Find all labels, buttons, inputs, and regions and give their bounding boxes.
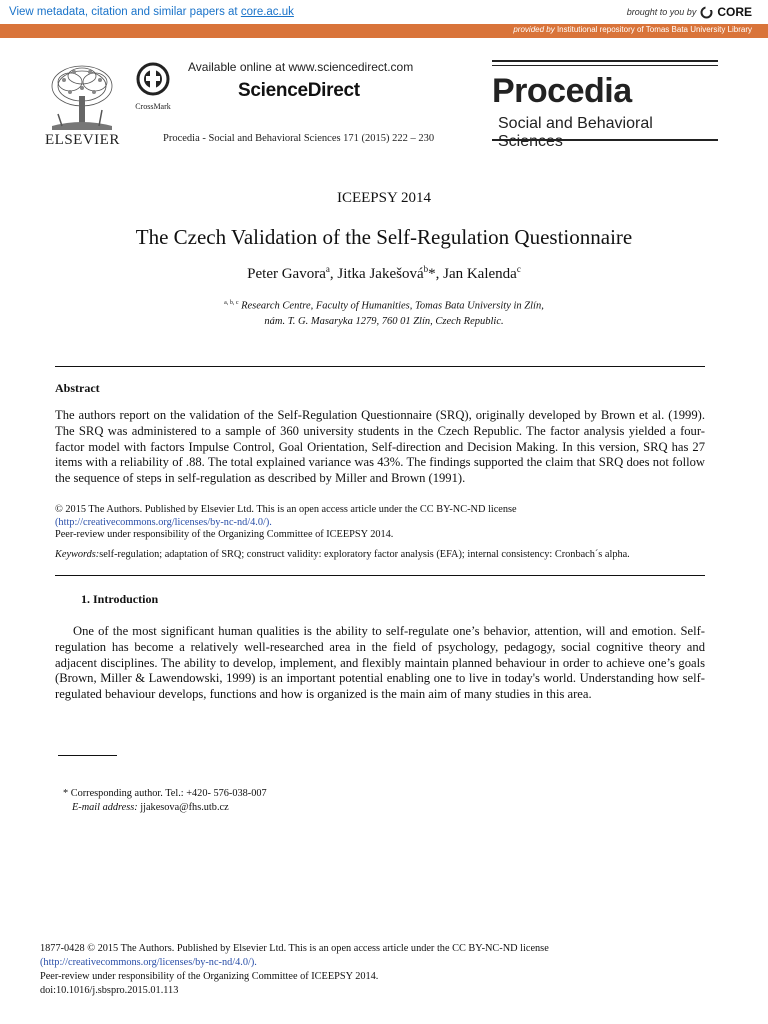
section-heading-introduction: 1. Introduction	[81, 592, 159, 606]
crossmark-label: CrossMark	[135, 102, 171, 111]
author-name: Jan Kalenda	[443, 266, 517, 282]
provided-by-label: provided by	[513, 25, 555, 34]
available-online: Available online at www.sciencedirect.com	[188, 60, 414, 74]
masthead-rule-top-thin	[492, 65, 718, 66]
license-link[interactable]: (http://creativecommons.org/licenses/by-nc-nd/4.0/).	[55, 516, 272, 528]
affiliation-line-2: nám. T. G. Masaryka 1279, 760 01 Zlín, Czech Republic.	[264, 315, 504, 327]
core-metadata-link[interactable]	[9, 6, 294, 18]
core-ac-uk-link[interactable]: core.ac.uk	[240, 6, 294, 18]
corresponding-star: *	[428, 266, 436, 282]
journal-citation: Procedia - Social and Behavioral Sciences 171 (2015) 222 – 230	[163, 133, 435, 144]
footnote-rule	[58, 755, 117, 756]
core-banner	[0, 0, 768, 25]
keywords-label: Keywords:	[55, 549, 100, 560]
crossmark-badge[interactable]	[133, 62, 173, 110]
issn-license-line: 1877-0428 © 2015 The Authors. Published by Elsevier Ltd. This is an open access article under the CC BY-NC-ND license	[40, 943, 549, 954]
corresponding-author-note: * Corresponding author. Tel.: +420- 576-038-007	[63, 788, 267, 799]
brought-to-you: brought to you by	[626, 7, 697, 17]
introduction-body	[55, 624, 705, 703]
footer-peer-review: Peer-review under responsibility of the Organizing Committee of ICEEPSY 2014.	[40, 971, 379, 982]
crossmark-icon	[133, 62, 173, 98]
peer-review-line: Peer-review under responsibility of the Organizing Committee of ICEEPSY 2014.	[55, 529, 394, 540]
sciencedirect-logo[interactable]: ScienceDirect	[238, 80, 360, 101]
core-brand[interactable]	[627, 5, 752, 19]
doi[interactable]: doi:10.1016/j.sbspro.2015.01.113	[40, 985, 179, 996]
paper-title: The Czech Validation of the Self-Regulation Questionnaire	[135, 225, 633, 249]
introduction-paragraph: One of the most significant human qualities is the ability to self-regulate one’s behavior, attention, will and emotion. Self-regulation has become a relatively well-researched area in the field of psychology, pedagogy, social cognitive theory and adjacent disciplines. The ability to develop, implement, and flexibly maintain planned behaviour in order to achieve one’s goals (Brown, Miller & Lawendowski, 1999) is an important potential enabling one to live in today's world. Understanding how self-regulated behaviour develops, functions and how is organized is the main aim of many studies in this area.	[55, 624, 705, 702]
author-affil-mark: c	[516, 264, 521, 274]
keywords	[55, 549, 715, 560]
abstract-license	[55, 504, 705, 542]
abstract-bottom-rule	[55, 575, 705, 576]
affiliation-line-1: Research Centre, Faculty of Humanities, Tomas Bata University in Zlín,	[241, 300, 544, 312]
author-separator: ,	[435, 266, 444, 282]
affiliation-marks: a, b, c	[224, 300, 239, 306]
email-note	[72, 802, 229, 813]
core-brand-name: CORE	[717, 5, 752, 19]
author-name: Peter Gavora	[247, 266, 326, 282]
author-list	[0, 264, 768, 283]
procedia-subtitle: Social and Behavioral Sciences	[498, 115, 653, 150]
provided-by-text[interactable]	[513, 25, 752, 34]
abstract-top-rule	[55, 366, 705, 367]
masthead-rule-bottom	[492, 139, 718, 141]
procedia-masthead	[492, 60, 718, 150]
masthead-rule-top	[492, 60, 718, 62]
abstract-heading: Abstract	[55, 381, 100, 395]
author-name: Jitka Jakešová	[337, 266, 424, 282]
email-label: E-mail address:	[72, 802, 138, 813]
elsevier-tree-logo-icon	[40, 60, 124, 132]
procedia-title: Procedia	[492, 72, 632, 110]
core-logo-icon	[700, 6, 713, 19]
elsevier-wordmark: ELSEVIER	[45, 132, 120, 148]
keywords-list: self-regulation; adaptation of SRQ; construct validity: exploratory factor analysis (EFA); internal consistency: Cronbach´s alpha.	[99, 549, 630, 560]
provided-by-bar	[0, 24, 768, 38]
author-affil-mark: b	[423, 264, 429, 274]
affiliation	[0, 296, 768, 329]
provided-by-institution: Institutional repository of Tomas Bata University Library	[556, 25, 752, 34]
author-separator: ,	[329, 266, 338, 282]
abstract-body: The authors report on the validation of the Self-Regulation Questionnaire (SRQ), originally developed by Brown et al. (1999). The SRQ was administered to a sample of 360 university students in the Czech Republic. The factor analysis yielded a four-factor model with factors Impulse Control, Goal Orientation, Self-direction and Decision Making. In this version, SRQ has 27 items with a reliability of .88. The total explained variance was 43%. The findings supported the claim that SRQ does not follow the sequence of steps in self-regulation as described by Miller and Brown (1991).	[55, 408, 705, 486]
core-prefix: View metadata, citation and similar papers at	[9, 6, 238, 18]
footer-license-link[interactable]: (http://creativecommons.org/licenses/by-nc-nd/4.0/).	[40, 957, 257, 968]
conference-name: ICEEPSY 2014	[336, 190, 432, 206]
author-affil-mark: a	[325, 264, 330, 274]
page-footer	[40, 942, 740, 998]
license-line: © 2015 The Authors. Published by Elsevier Ltd. This is an open access article under the CC BY-NC-ND license	[55, 504, 517, 515]
email-address[interactable]: jjakesova@fhs.utb.cz	[137, 802, 229, 813]
